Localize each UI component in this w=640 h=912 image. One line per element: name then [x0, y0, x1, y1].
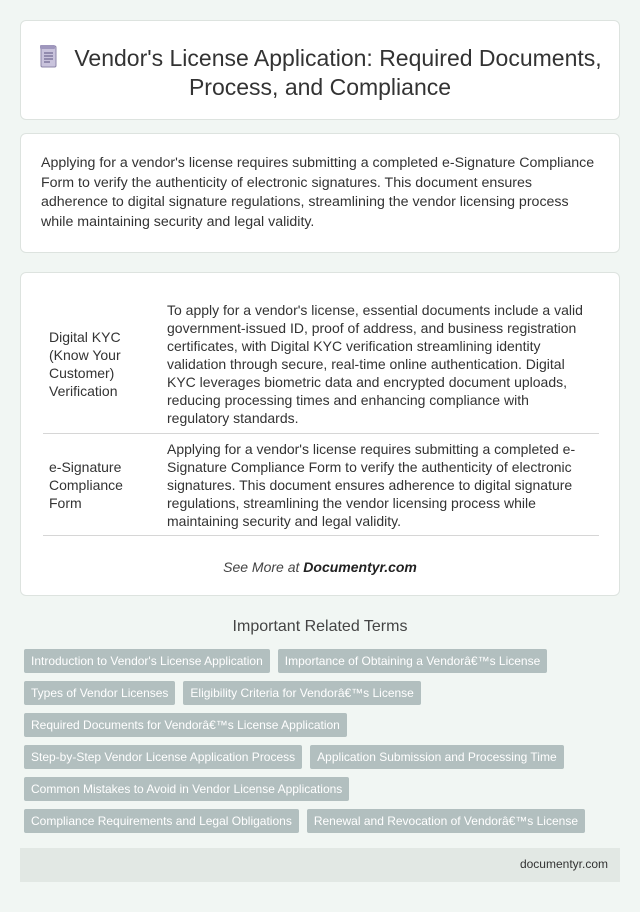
- tag-row: [24, 713, 604, 737]
- term-label: e-Signature Compliance Form: [49, 458, 123, 511]
- related-term-tag[interactable]: Renewal and Revocation of Vendorâ€™s License: [307, 809, 585, 833]
- related-term-tag[interactable]: Introduction to Vendor's License Application: [24, 649, 270, 673]
- related-term-tag[interactable]: Step-by-Step Vendor License Application Process: [24, 745, 302, 769]
- title-card: [20, 20, 620, 120]
- related-term-tag[interactable]: Types of Vendor Licenses: [24, 681, 175, 705]
- related-term-tag[interactable]: Required Documents for Vendorâ€™s License Application: [24, 713, 347, 737]
- page-title-text: Vendor's License Application: Required Documents, Process, and Compliance: [74, 45, 602, 100]
- related-term-tag[interactable]: Eligibility Criteria for Vendorâ€™s License: [183, 681, 420, 705]
- definition-cell: To apply for a vendor's license, essential documents include a valid government-issued ID, proof of address, and business registration certificates, with Digital KYC verification streamlining identity validation through secure, real-time online authentication. Digital KYC leverages biometric data and encrypted document uploads, reducing processing times and enhancing compliance with regulatory standards.: [167, 302, 583, 426]
- page-title: [21, 44, 619, 102]
- definitions-card: [20, 272, 620, 596]
- footer: [20, 848, 620, 882]
- related-terms-heading: Important Related Terms: [232, 618, 408, 635]
- term-label: Digital KYC (Know Your Customer) Verification: [49, 329, 121, 399]
- footer-site-link[interactable]: documentyr.com: [519, 857, 608, 871]
- tag-row: [24, 777, 604, 801]
- intro-paragraph: Applying for a vendor's license requires submitting a completed e-Signature Compliance Form to verify the authenticity of electronic signatures. This document ensures adherence to digital signature regulations, streamlining the vendor licensing process while maintaining security and legal validity.: [41, 155, 595, 230]
- see-more-link[interactable]: [21, 559, 619, 575]
- see-more-prefix: See More at: [223, 559, 300, 575]
- document-icon: [38, 44, 60, 70]
- term-cell: [43, 434, 159, 535]
- related-term-tag[interactable]: Importance of Obtaining a Vendorâ€™s License: [278, 649, 548, 673]
- related-term-tag[interactable]: Compliance Requirements and Legal Obligations: [24, 809, 299, 833]
- definitions-table: [43, 295, 599, 536]
- related-term-tag[interactable]: Common Mistakes to Avoid in Vendor License Applications: [24, 777, 349, 801]
- definition-cell: Applying for a vendor's license requires submitting a completed e-Signature Compliance Form to verify the authenticity of electronic signatures. This document ensures adherence to digital signature regulations, streamlining the vendor licensing process while maintaining security and legal validity.: [167, 441, 576, 529]
- related-terms-list: [24, 649, 604, 841]
- table-row: [43, 434, 599, 536]
- tag-row: [24, 649, 604, 673]
- tag-row: [24, 681, 604, 705]
- related-term-tag[interactable]: Application Submission and Processing Time: [310, 745, 563, 769]
- intro-card: [20, 133, 620, 253]
- tag-row: [24, 809, 604, 833]
- term-cell: [43, 295, 159, 433]
- see-more-site[interactable]: Documentyr.com: [303, 559, 417, 575]
- table-row: [43, 295, 599, 434]
- tag-row: [24, 745, 604, 769]
